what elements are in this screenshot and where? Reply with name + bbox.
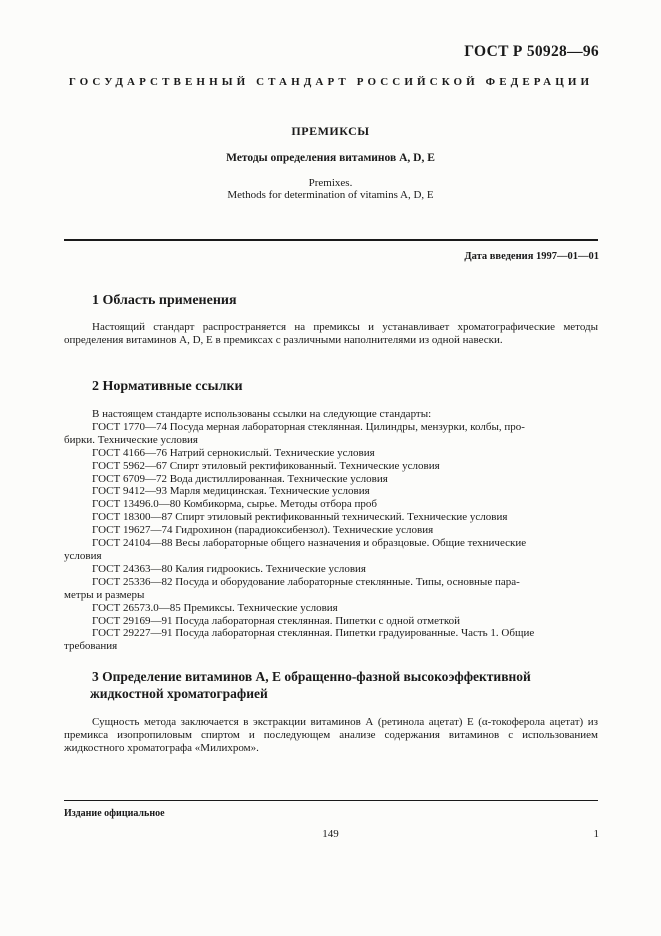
reference-line: ГОСТ 24104—88 Весы лабораторные общего назначения и образцовые. Общие технические (92, 537, 527, 550)
reference-line: ГОСТ 1770—74 Посуда мерная лабораторная стеклянная. Цилиндры, мензурки, колбы, про- (92, 420, 525, 433)
section-3-heading-line1: 3 Определение витаминов А, Е обращенно-фазной высокоэффективной (92, 669, 531, 684)
section-3-body: Сущность метода заключается в экстракции витаминов А (ретинола ацетат) Е (α-токоферола ацетат) из премикса изопропиловым спиртом и последующем анализе содержания витаминов с использованием жидкостного хроматографа «Милихром». (64, 716, 598, 754)
section-2-heading: 2 Нормативные ссылки (92, 379, 243, 394)
section-3-heading (92, 668, 531, 702)
section-1-body: Настоящий стандарт распространяется на премиксы и устанавливает хроматографические методы определения витаминов А, D, Е в премиксах с различными наполнителями из одной навески. (64, 321, 598, 346)
reference-line: бирки. Технические условия (64, 433, 198, 446)
section-3-heading-line2: жидкостной хроматографией (90, 686, 268, 701)
document-code: ГОСТ Р 50928—96 (464, 43, 599, 60)
document-subtitle: Методы определения витаминов А, D, Е (226, 152, 435, 164)
reference-line: ГОСТ 9412—93 Марля медицинская. Технические условия (92, 485, 370, 498)
reference-line: ГОСТ 4166—76 Натрий сернокислый. Технические условия (92, 446, 375, 459)
reference-line: ГОСТ 5962—67 Спирт этиловый ректификованный. Технические условия (92, 459, 440, 472)
reference-line: ГОСТ 18300—87 Спирт этиловый ректификованный технический. Технические условия (92, 511, 508, 524)
reference-line: В настоящем стандарте использованы ссылки на следующие стандарты: (92, 408, 432, 420)
reference-line: ГОСТ 13496.0—80 Комбикорма, сырье. Методы отбора проб (92, 498, 378, 511)
reference-line: ГОСТ 29169—91 Посуда лабораторная стеклянная. Пипетки с одной отметкой (92, 614, 461, 627)
reference-line: ГОСТ 29227—91 Посуда лабораторная стеклянная. Пипетки градуированные. Часть 1. Общие (92, 627, 535, 640)
english-title-line2: Methods for determination of vitamins A, D, E (227, 189, 434, 201)
section-1-heading: 1 Область применения (92, 293, 237, 308)
normative-references-list (64, 408, 598, 653)
section-1-text (64, 321, 598, 347)
english-title-line1: Premixes. (308, 177, 353, 189)
reference-line: требования (64, 640, 118, 653)
reference-line: ГОСТ 25336—82 Посуда и оборудование лабораторные стеклянные. Типы, основные пара- (92, 575, 520, 588)
bottom-rule (64, 800, 598, 801)
reference-line: ГОСТ 19627—74 Гидрохинон (парадиоксибензол). Технические условия (92, 524, 434, 537)
reference-line: ГОСТ 6709—72 Вода дистиллированная. Технические условия (92, 472, 388, 485)
document-title: ПРЕМИКСЫ (291, 124, 370, 138)
reference-line: ГОСТ 24363—80 Калия гидроокись. Технические условия (92, 562, 366, 575)
edition-label: Издание официальное (64, 808, 165, 819)
reference-line: ГОСТ 26573.0—85 Премиксы. Технические условия (92, 601, 338, 614)
page-number: 149 (322, 828, 339, 840)
reference-line: метры и размеры (64, 588, 145, 601)
sheet-number: 1 (593, 828, 599, 840)
top-rule (64, 239, 598, 241)
introduction-date: Дата введения 1997—01—01 (464, 251, 599, 262)
reference-line: условия (64, 549, 102, 562)
state-standard-banner: ГОСУДАРСТВЕННЫЙ СТАНДАРТ РОССИЙСКОЙ ФЕДЕРАЦИИ (68, 76, 594, 88)
section-3-text (64, 716, 598, 754)
